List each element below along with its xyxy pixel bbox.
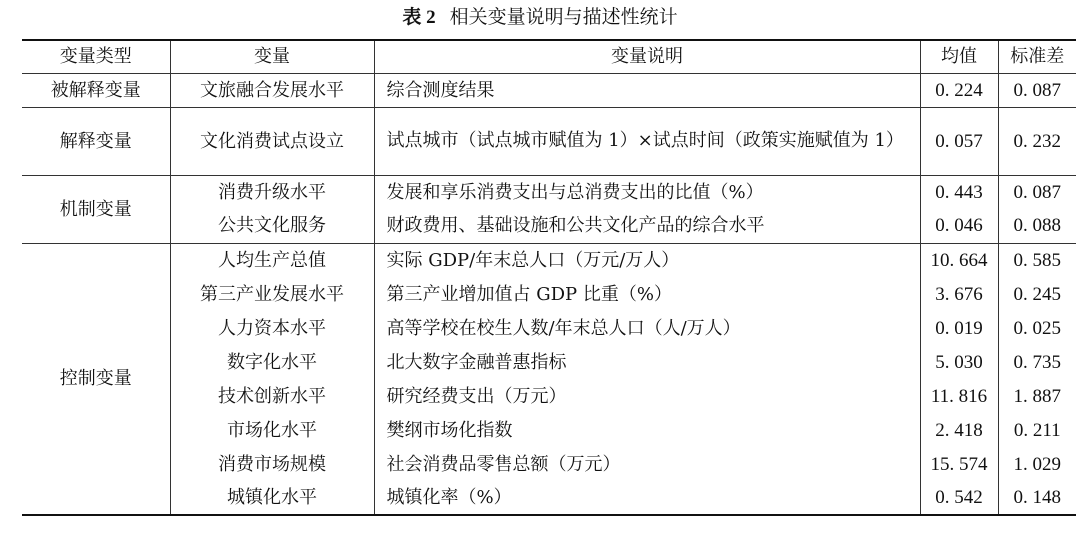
table-row (22, 413, 1076, 447)
variable-cell: 文化消费试点设立 (170, 107, 374, 175)
description-cell: 研究经费支出（万元） (374, 379, 920, 413)
description-cell: 北大数字金融普惠指标 (374, 345, 920, 379)
table-header-row (22, 40, 1076, 73)
table-title: 相关变量说明与描述性统计 (449, 6, 678, 28)
variable-cell: 文旅融合发展水平 (170, 73, 374, 107)
variable-type-cell: 机制变量 (22, 175, 170, 243)
sd-cell: 1. 029 (998, 447, 1076, 481)
mean-cell: 0. 019 (920, 311, 998, 345)
variable-cell: 人均生产总值 (170, 243, 374, 277)
table-row (22, 447, 1076, 481)
table-row (22, 311, 1076, 345)
variable-type-cell: 被解释变量 (22, 73, 170, 107)
table-row (22, 209, 1076, 243)
sd-cell: 0. 232 (998, 107, 1076, 175)
description-cell: 发展和享乐消费支出与总消费支出的比值（%） (374, 175, 920, 209)
table-row (22, 243, 1076, 277)
description-cell: 高等学校在校生人数/年末总人口（人/万人） (374, 311, 920, 345)
variable-cell: 公共文化服务 (170, 209, 374, 243)
description-cell: 樊纲市场化指数 (374, 413, 920, 447)
sd-cell: 1. 887 (998, 379, 1076, 413)
mean-cell: 0. 046 (920, 209, 998, 243)
header-variable-type: 变量类型 (22, 40, 170, 73)
variable-cell: 消费市场规模 (170, 447, 374, 481)
variable-cell: 消费升级水平 (170, 175, 374, 209)
variable-cell: 城镇化水平 (170, 481, 374, 515)
table-row (22, 277, 1076, 311)
mean-cell: 10. 664 (920, 243, 998, 277)
header-mean: 均值 (920, 40, 998, 73)
variable-cell: 数字化水平 (170, 345, 374, 379)
description-cell: 财政费用、基础设施和公共文化产品的综合水平 (374, 209, 920, 243)
variable-type-cell: 控制变量 (22, 243, 170, 515)
mean-cell: 0. 224 (920, 73, 998, 107)
mean-cell: 11. 816 (920, 379, 998, 413)
mean-cell: 15. 574 (920, 447, 998, 481)
mean-cell: 0. 057 (920, 107, 998, 175)
header-description: 变量说明 (374, 40, 920, 73)
table-caption (0, 4, 1080, 31)
mean-cell: 3. 676 (920, 277, 998, 311)
sd-cell: 0. 735 (998, 345, 1076, 379)
variable-type-cell: 解释变量 (22, 107, 170, 175)
table-row (22, 73, 1076, 107)
mean-cell: 5. 030 (920, 345, 998, 379)
variable-cell: 第三产业发展水平 (170, 277, 374, 311)
description-cell: 城镇化率（%） (374, 481, 920, 515)
table-row (22, 175, 1076, 209)
sd-cell: 0. 088 (998, 209, 1076, 243)
header-sd: 标准差 (998, 40, 1076, 73)
variable-cell: 市场化水平 (170, 413, 374, 447)
statistics-table (22, 39, 1076, 516)
sd-cell: 0. 087 (998, 175, 1076, 209)
table-row (22, 379, 1076, 413)
sd-cell: 0. 585 (998, 243, 1076, 277)
sd-cell: 0. 148 (998, 481, 1076, 515)
description-cell: 第三产业增加值占 GDP 比重（%） (374, 277, 920, 311)
sd-cell: 0. 025 (998, 311, 1076, 345)
mean-cell: 0. 443 (920, 175, 998, 209)
description-cell: 社会消费品零售总额（万元） (374, 447, 920, 481)
table-row (22, 481, 1076, 515)
sd-cell: 0. 087 (998, 73, 1076, 107)
header-variable: 变量 (170, 40, 374, 73)
table-row (22, 345, 1076, 379)
mean-cell: 0. 542 (920, 481, 998, 515)
sd-cell: 0. 245 (998, 277, 1076, 311)
table-number: 表 2 (402, 7, 436, 28)
variable-cell: 人力资本水平 (170, 311, 374, 345)
description-cell: 试点城市（试点城市赋值为 1）×试点时间（政策实施赋值为 1） (374, 107, 920, 175)
sd-cell: 0. 211 (998, 413, 1076, 447)
table-row (22, 107, 1076, 175)
mean-cell: 2. 418 (920, 413, 998, 447)
description-cell: 实际 GDP/年末总人口（万元/万人） (374, 243, 920, 277)
variable-cell: 技术创新水平 (170, 379, 374, 413)
description-cell: 综合测度结果 (374, 73, 920, 107)
